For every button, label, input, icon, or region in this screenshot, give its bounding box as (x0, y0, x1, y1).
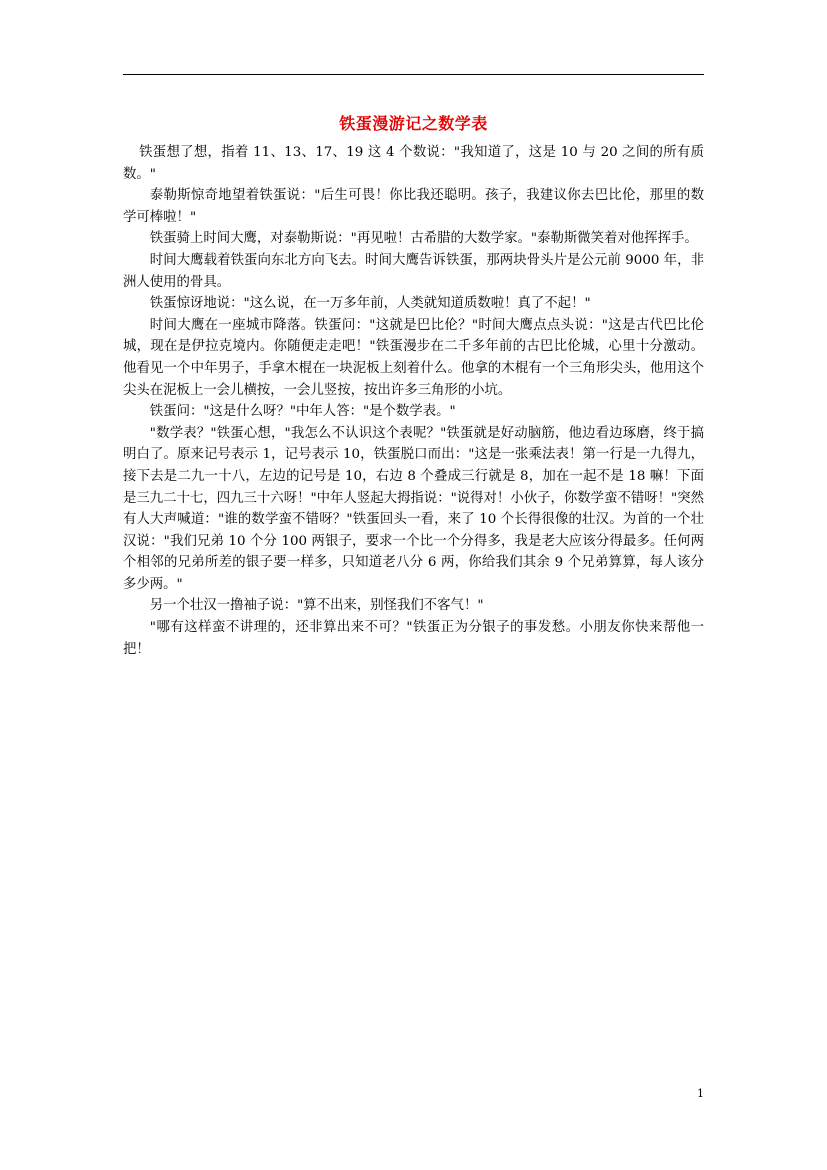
paragraph: 铁蛋骑上时间大鹰，对泰勒斯说："再见啦！古希腊的大数学家。"泰勒斯微笑着对他挥挥手。 (149, 231, 698, 247)
paragraph: 铁蛋想了想，指着 11、13、17、19 这 4 个数说："我知道了，这是 10 与 20 之间的所有质数。" (123, 145, 704, 182)
paragraph: "数学表？"铁蛋心想，"我怎么不认识这个表呢？"铁蛋就是好动脑筋，他边看边琢磨，终于搞明白了。原来记号表示 1，记号表示 10，铁蛋脱口而出："这是一张乘法表！第一行是一九得九，接下去是二九一十八，左边的记号是 10，右边 8 个叠成三行就是 8，加在一起不是 18 嘛！下面是三九二十七，四九三十六呀！"中年人竖起大拇指说："说得对！小伙子，你数学蛮不错呀！"突然有人大声喊道："谁的数学蛮不错呀？"铁蛋回头一看，来了 10 个长得很像的壮汉。为首的一个壮汉说："我们兄弟 10 个分 100 两银子，要求一个比一个分得多，我是老大应该分得最多。任何两个相邻的兄弟所差的银子要一样多，只知道老八分 6 两，你给我们其余 9 个兄弟算算，每人该分多少两。" (123, 425, 704, 592)
document-title: 铁蛋漫游记之数学表 (339, 114, 488, 133)
paragraph: 铁蛋问："这是什么呀？"中年人答："是个数学表。" (149, 404, 456, 420)
paragraph: 泰勒斯惊奇地望着铁蛋说："后生可畏！你比我还聪明。孩子，我建议你去巴比伦，那里的数学可棒啦！" (123, 188, 704, 225)
paragraph: 铁蛋惊讶地说："这么说，在一万多年前，人类就知道质数啦！真了不起！" (149, 296, 591, 312)
page-number: 1 (697, 1087, 704, 1100)
paragraph: "哪有这样蛮不讲理的，还非算出来不可？"铁蛋正为分银子的事发愁。小朋友你快来帮他一把！ (123, 620, 704, 657)
document-body (123, 142, 704, 660)
paragraph: 时间大鹰在一座城市降落。铁蛋问："这就是巴比伦？"时间大鹰点点头说："这是古代巴比伦城，现在是伊拉克境内。你随便走走吧！"铁蛋漫步在二千多年前的古巴比伦城，心里十分激动。他看见一个中年男子，手拿木棍在一块泥板上刻着什么。他拿的木棍有一个三角形尖头，他用这个尖头在泥板上一会儿横按，一会儿竖按，按出许多三角形的小坑。 (123, 317, 704, 398)
paragraph: 另一个壮汉一撸袖子说："算不出来，别怪我们不客气！" (149, 598, 484, 614)
paragraph: 时间大鹰载着铁蛋向东北方向飞去。时间大鹰告诉铁蛋，那两块骨头片是公元前 9000 年，非洲人使用的骨具。 (123, 252, 704, 290)
header-rule (123, 74, 704, 75)
